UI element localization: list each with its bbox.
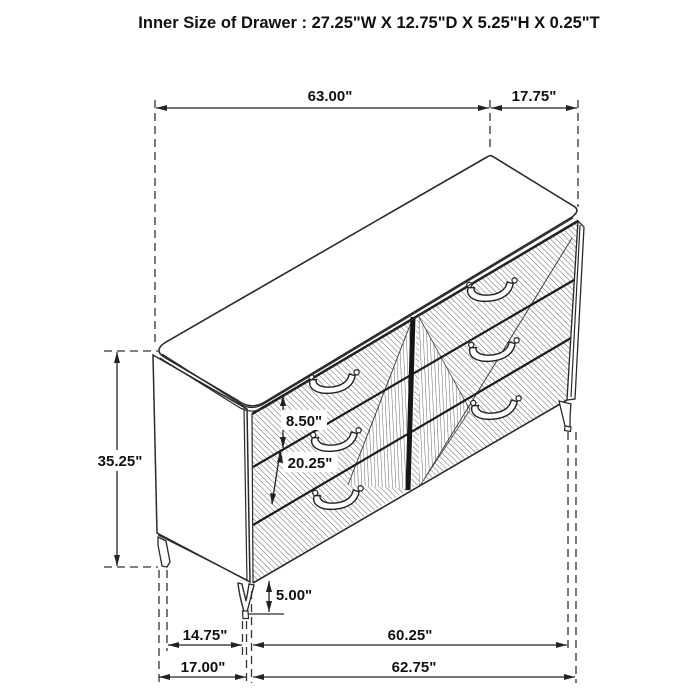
dim-leg-height xyxy=(248,581,316,614)
dim-label-leg-height: 5.00" xyxy=(275,587,313,604)
dresser-figure xyxy=(153,156,584,619)
dim-feet-inner-depth xyxy=(168,627,242,648)
dim-label-top-drawer-height: 8.50" xyxy=(285,413,323,430)
leg-front-left-foot xyxy=(243,611,249,619)
dim-base-width xyxy=(253,659,575,680)
dim-label-feet-inner-width: 60.25" xyxy=(387,627,433,644)
dim-top-width xyxy=(156,88,489,111)
dim-label-top-width: 63.00" xyxy=(307,88,353,105)
leg-front-right-foot xyxy=(565,426,572,432)
dim-top-depth xyxy=(491,88,577,111)
dim-label-base-width: 62.75" xyxy=(391,659,437,676)
dim-feet-inner-width xyxy=(253,627,567,648)
dim-label-lower-drawers-height: 20.25" xyxy=(287,455,333,472)
dim-label-feet-inner-depth: 14.75" xyxy=(182,627,228,644)
leg-back-left xyxy=(158,537,170,567)
dim-label-base-depth: 17.00" xyxy=(180,659,226,676)
leg-front-right xyxy=(559,401,571,427)
dim-base-depth xyxy=(159,659,246,680)
dim-label-top-depth: 17.75" xyxy=(511,88,557,105)
dim-label-overall-height: 35.25" xyxy=(97,453,143,470)
page-title: Inner Size of Drawer : 27.25"W X 12.75"D X 5.25"H X 0.25"T xyxy=(138,14,600,32)
dim-overall-height xyxy=(94,352,146,566)
